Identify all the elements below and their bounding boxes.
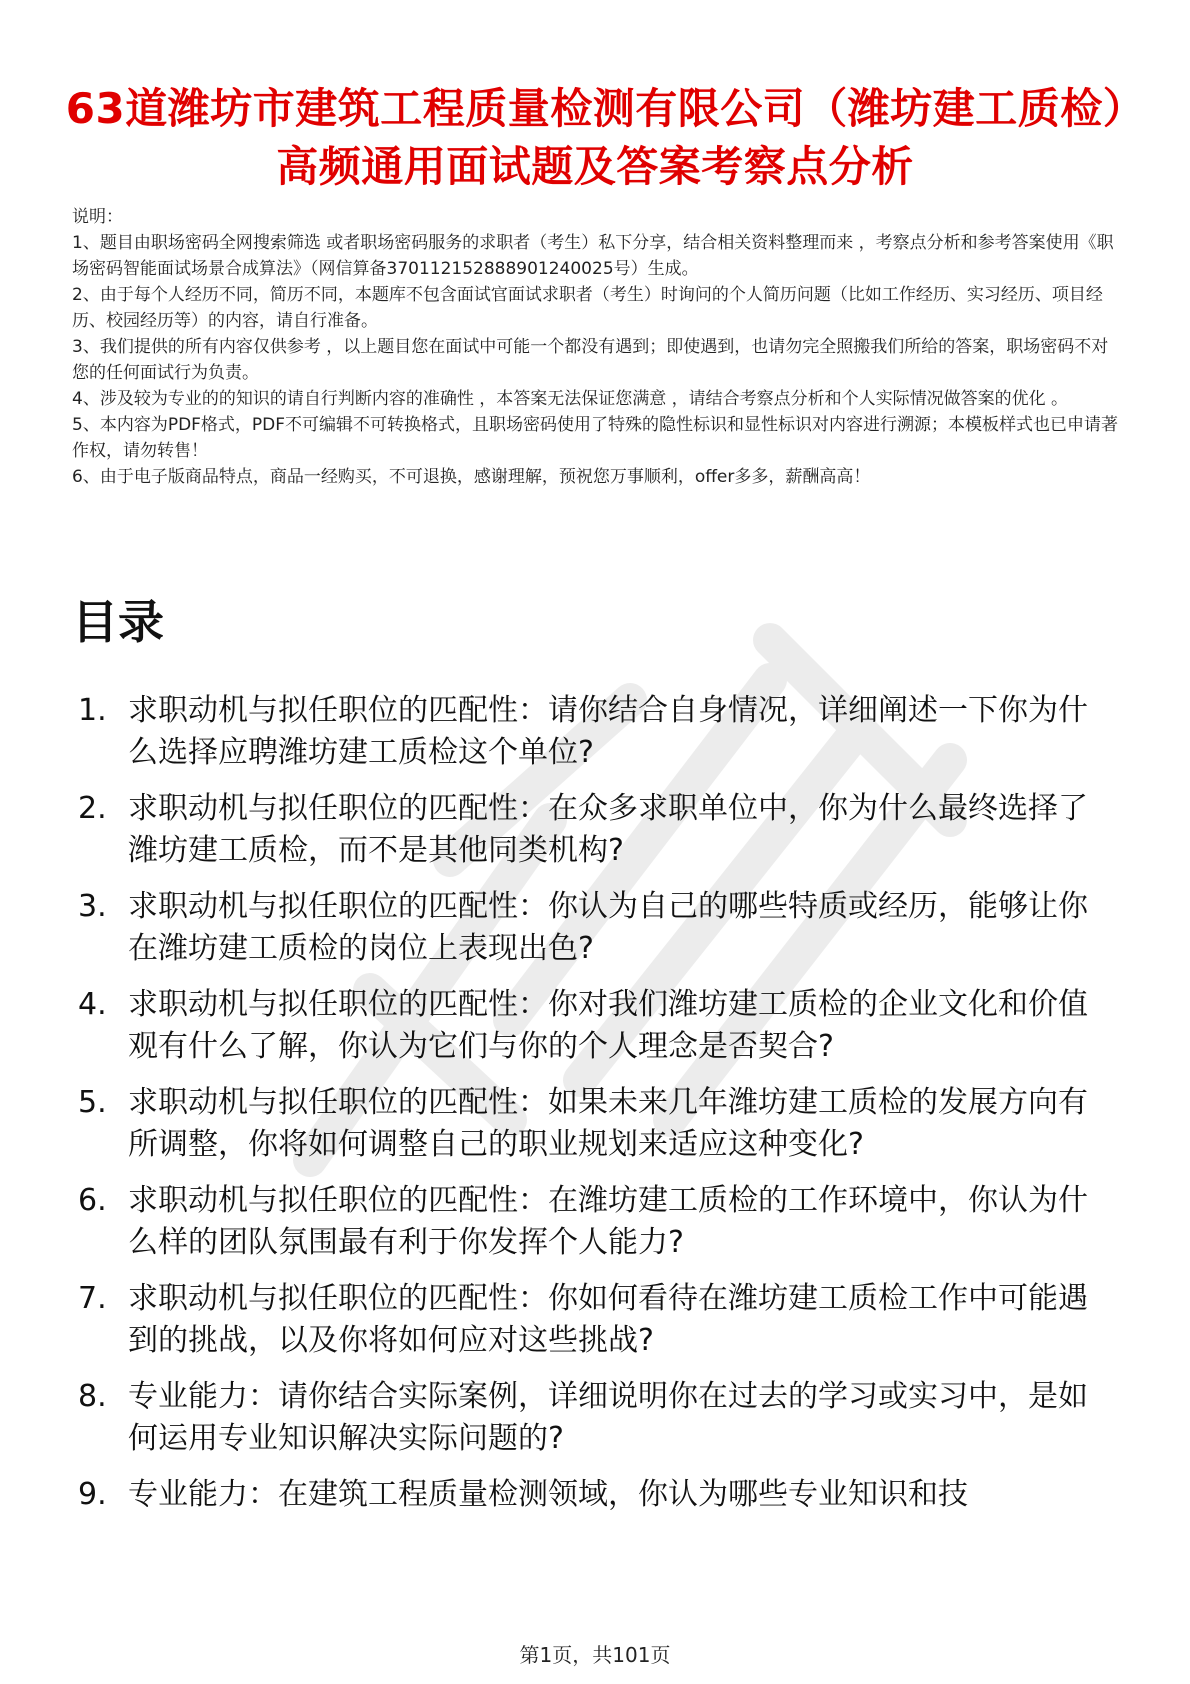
toc-item-number: 7. <box>78 1281 107 1316</box>
toc-item-text: 求职动机与拟任职位的匹配性：在众多求职单位中，你为什么最终选择了潍坊建工质检，而不是其他同类机构? <box>128 791 1088 868</box>
note-item-5: 5、本内容为PDF格式，PDF不可编辑不可转换格式，且职场密码使用了特殊的隐性标识和显性标识对内容进行溯源；本模板样式也已申请著作权，请勿转售！ <box>72 415 1119 461</box>
toc-item-number: 2. <box>78 791 107 826</box>
note-item-6: 6、由于电子版商品特点，商品一经购买，不可退换，感谢理解，预祝您万事顺利，offer多多，薪酬高高！ <box>72 467 871 487</box>
toc-item[interactable] <box>72 1278 1112 1362</box>
note-item-1: 1、题目由职场密码全网搜索筛选 或者职场密码服务的求职者（考生）私下分享，结合相关资料整理而来 ，考察点分析和参考答案使用《职场密码智能面试场景合成算法》（网信算备370112152888901240025号）生成。 <box>72 233 1114 279</box>
toc-item[interactable] <box>72 1082 1112 1166</box>
toc-item[interactable] <box>72 690 1112 774</box>
note-item-4: 4、涉及较为专业的的知识的请自行判断内容的准确性 ，本答案无法保证您满意 ，请结合考察点分析和个人实际情况做答案的优化 。 <box>72 389 1069 409</box>
toc-item-number: 3. <box>78 889 107 924</box>
toc-item-number: 5. <box>78 1085 107 1120</box>
toc-item-text: 求职动机与拟任职位的匹配性：你对我们潍坊建工质检的企业文化和价值观有什么了解，你认为它们与你的个人理念是否契合? <box>128 987 1088 1064</box>
note-item-3: 3、我们提供的所有内容仅供参考 ，以上题目您在面试中可能一个都没有遇到；即使遇到，也请勿完全照搬我们所给的答案，职场密码不对您的任何面试行为负责。 <box>72 337 1109 383</box>
toc-item[interactable] <box>72 1180 1112 1264</box>
toc-item[interactable] <box>72 1474 1112 1516</box>
document-title: 63道潍坊市建筑工程质量检测有限公司（潍坊建工质检）高频通用面试题及答案考察点分析 <box>65 84 1125 192</box>
note-item-2: 2、由于每个人经历不同，简历不同，本题库不包含面试官面试求职者（考生）时询问的个人简历问题（比如工作经历、实习经历、项目经历、校园经历等）的内容，请自行准备。 <box>72 285 1103 331</box>
toc-item-number: 9. <box>78 1477 107 1512</box>
page-footer: 第1页，共101页 <box>519 1643 671 1667</box>
toc-heading: 目录 <box>72 595 164 649</box>
toc-item[interactable] <box>72 1376 1112 1460</box>
toc-item-number: 8. <box>78 1379 107 1414</box>
toc-item-number: 4. <box>78 987 107 1022</box>
toc-item-text: 求职动机与拟任职位的匹配性：你如何看待在潍坊建工质检工作中可能遇到的挑战，以及你将如何应对这些挑战? <box>128 1281 1088 1358</box>
toc-item-text: 求职动机与拟任职位的匹配性：如果未来几年潍坊建工质检的发展方向有所调整，你将如何调整自己的职业规划来适应这种变化? <box>128 1085 1088 1162</box>
notes-section <box>72 204 1122 490</box>
toc-item[interactable] <box>72 984 1112 1068</box>
toc-item[interactable] <box>72 788 1112 872</box>
toc-item-text: 专业能力：在建筑工程质量检测领域，你认为哪些专业知识和技 <box>128 1477 968 1512</box>
toc-item-number: 1. <box>78 693 107 728</box>
toc-item-text: 求职动机与拟任职位的匹配性：请你结合自身情况，详细阐述一下你为什么选择应聘潍坊建工质检这个单位? <box>128 693 1088 770</box>
toc-item-number: 6. <box>78 1183 107 1218</box>
toc-item-text: 求职动机与拟任职位的匹配性：在潍坊建工质检的工作环境中，你认为什么样的团队氛围最有利于你发挥个人能力? <box>128 1183 1088 1260</box>
toc-item-text: 求职动机与拟任职位的匹配性：你认为自己的哪些特质或经历，能够让你在潍坊建工质检的岗位上表现出色? <box>128 889 1088 966</box>
table-of-contents <box>72 690 1112 1530</box>
toc-item[interactable] <box>72 886 1112 970</box>
toc-item-text: 专业能力：请你结合实际案例，详细说明你在过去的学习或实习中，是如何运用专业知识解决实际问题的? <box>128 1379 1088 1456</box>
notes-heading: 说明： <box>72 207 123 227</box>
